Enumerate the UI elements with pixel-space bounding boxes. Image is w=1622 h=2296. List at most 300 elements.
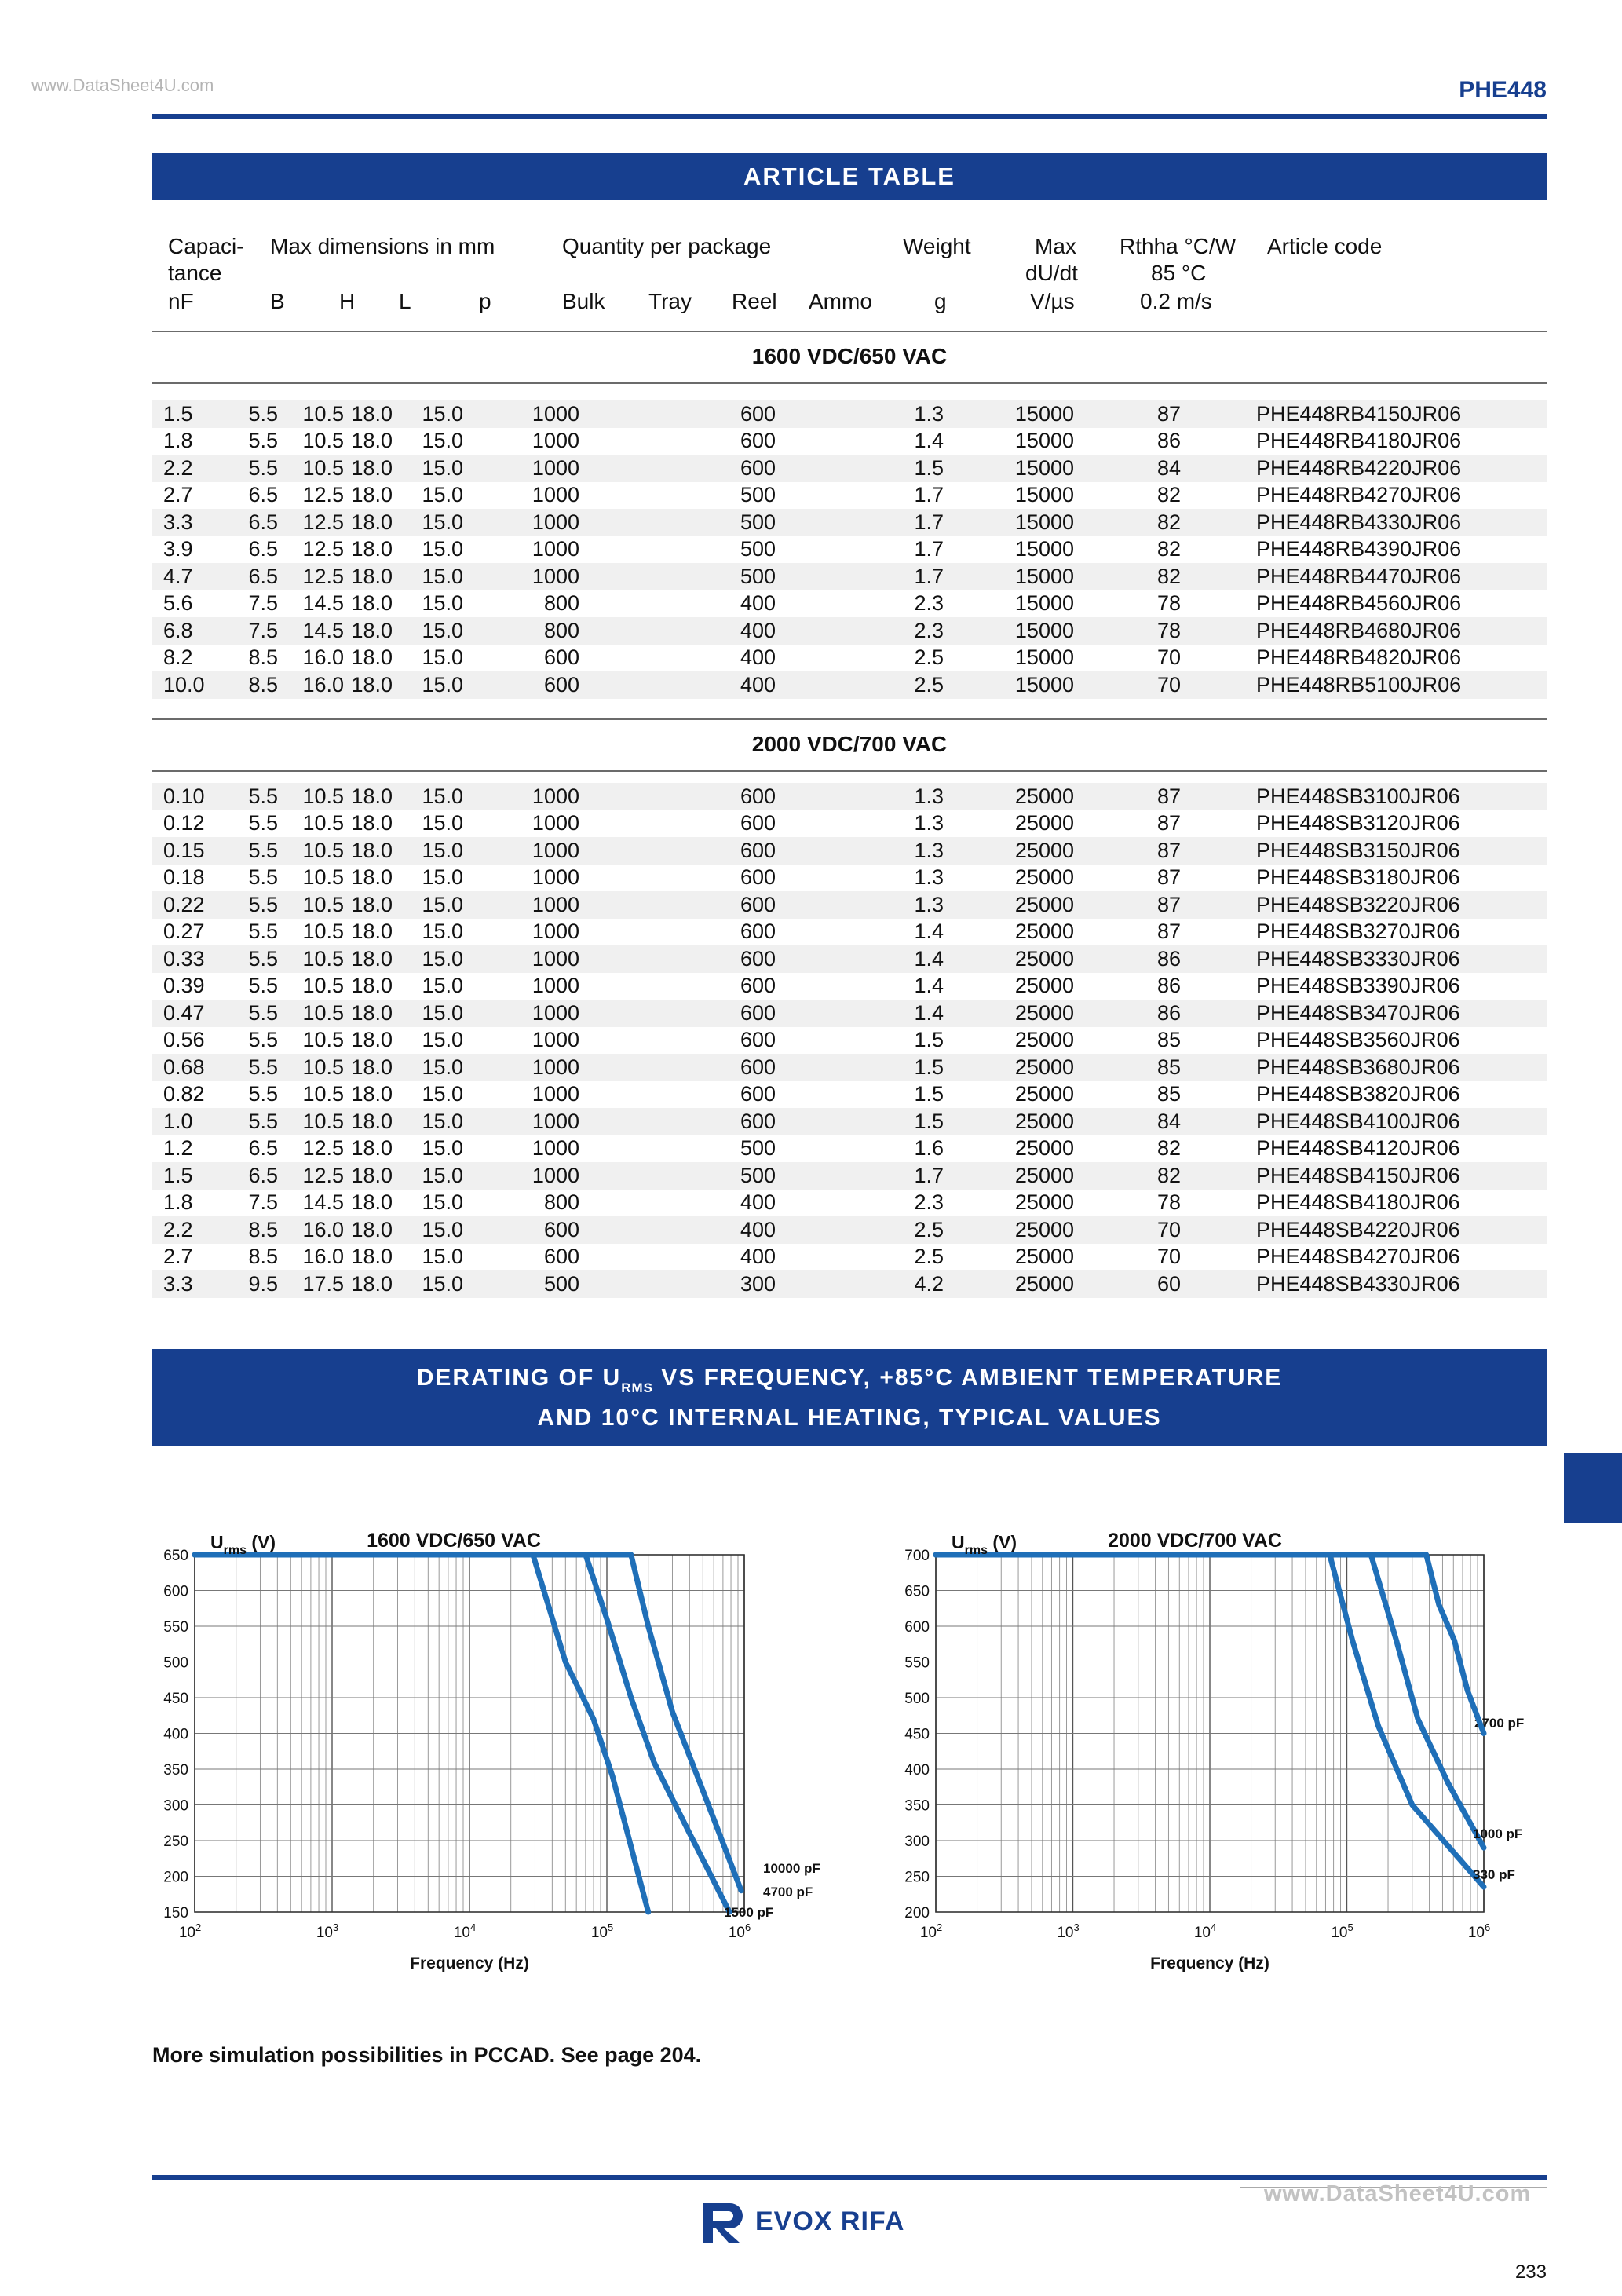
page-number: 233 <box>1514 2261 1547 2283</box>
cell-dim-b: 8.5 <box>212 1216 278 1244</box>
cell-weight: 2.5 <box>776 671 944 699</box>
cell-dudt: 25000 <box>1014 1245 1074 1269</box>
cell-article-code: PHE448SB4220JR06 <box>1181 1216 1547 1244</box>
cell-bulk: 500 <box>463 1270 579 1298</box>
cell-rthha: 87 <box>1156 811 1181 835</box>
cell-dim-p: 15.0 <box>393 671 463 699</box>
hdr-quantity: Quantity per package <box>562 234 772 258</box>
cell-dim-h: 10.5 <box>302 811 344 835</box>
cell-bulk: 1000 <box>463 891 579 919</box>
cell-article-code: PHE448SB4150JR06 <box>1181 1162 1547 1190</box>
cell-dudt: 25000 <box>1014 1082 1074 1106</box>
cell-dim-p: 15.0 <box>422 537 463 561</box>
cell-rthha: 87 <box>1156 919 1181 944</box>
cell-dim-h: 12.5 <box>278 1162 344 1190</box>
ytick-label: 250 <box>163 1834 188 1850</box>
cell-article-code: PHE448SB3180JR06 <box>1256 865 1460 890</box>
cell-article-code: PHE448RB4180JR06 <box>1256 429 1462 453</box>
cell-dim-h: 10.5 <box>278 891 344 919</box>
cell-dim-l: 18.0 <box>344 837 393 865</box>
xtick-label: $10^2$ <box>919 1921 943 1941</box>
cell-dudt: 15000 <box>1014 483 1074 507</box>
cell-rthha: 85 <box>1156 1082 1181 1106</box>
cell-dim-l: 18.0 <box>351 811 393 835</box>
cell-dim-b: 7.5 <box>212 617 278 645</box>
table-row <box>152 1135 1547 1163</box>
cell-dim-h: 16.0 <box>302 1245 344 1269</box>
cell-reel: 600 <box>740 974 776 998</box>
cell-reel: 300 <box>579 1270 776 1298</box>
cell-reel: 600 <box>579 1054 776 1081</box>
cell-dim-b: 5.5 <box>212 455 278 482</box>
table-row <box>152 1081 1547 1109</box>
ytick-label: 700 <box>904 1548 930 1564</box>
hdr-tray: Tray <box>648 289 692 313</box>
cell-dim-b: 5.5 <box>248 1082 278 1106</box>
cell-dim-h: 10.5 <box>278 1054 344 1081</box>
cell-rthha: 82 <box>1074 1162 1181 1190</box>
cell-dim-l: 18.0 <box>344 1108 393 1135</box>
cell-bulk: 1000 <box>463 1162 579 1190</box>
cell-dim-l: 18.0 <box>344 400 393 428</box>
cell-rthha: 86 <box>1074 1000 1181 1027</box>
cell-capacitance: 0.68 <box>152 1054 212 1081</box>
cell-dudt: 25000 <box>944 783 1074 810</box>
cell-dim-b: 6.5 <box>212 1162 278 1190</box>
cell-dudt: 25000 <box>944 837 1074 865</box>
cell-article-code: PHE448SB3390JR06 <box>1256 974 1460 998</box>
table-row <box>152 1054 1547 1081</box>
cell-dim-p: 15.0 <box>393 455 463 482</box>
article-table-banner: ARTICLE TABLE <box>152 153 1547 200</box>
cell-weight: 1.6 <box>914 1136 944 1161</box>
cell-weight: 1.3 <box>776 837 944 865</box>
cell-capacitance: 1.5 <box>152 1162 212 1190</box>
cell-dim-h: 10.5 <box>278 945 344 973</box>
hdr-article-code: Article code <box>1267 234 1383 258</box>
cell-bulk: 600 <box>543 645 579 670</box>
cell-dim-h: 16.0 <box>278 1216 344 1244</box>
cell-capacitance: 3.3 <box>152 1270 212 1298</box>
cell-rthha: 70 <box>1156 645 1181 670</box>
cell-bulk: 800 <box>543 591 579 616</box>
cell-bulk: 1000 <box>532 1136 579 1161</box>
cell-dim-h: 10.5 <box>278 455 344 482</box>
cell-dudt: 25000 <box>944 1270 1074 1298</box>
xtick-label: $10^3$ <box>1057 1921 1080 1941</box>
cell-dim-b: 5.5 <box>212 837 278 865</box>
cell-bulk: 1000 <box>463 783 579 810</box>
cell-weight: 2.3 <box>776 617 944 645</box>
cell-dim-b: 5.5 <box>212 400 278 428</box>
cell-dim-l: 18.0 <box>351 591 393 616</box>
ytick-label: 200 <box>163 1869 188 1886</box>
cell-dim-l: 18.0 <box>344 509 393 536</box>
cell-bulk: 1000 <box>532 865 579 890</box>
cell-capacitance: 8.2 <box>163 645 193 670</box>
cell-dim-h: 10.5 <box>302 974 344 998</box>
table-row <box>152 671 1547 699</box>
cell-dim-p: 15.0 <box>393 1162 463 1190</box>
cell-dim-l: 18.0 <box>351 537 393 561</box>
cell-weight: 2.5 <box>776 1216 944 1244</box>
side-tab-marker <box>1564 1453 1622 1523</box>
cell-bulk: 1000 <box>532 811 579 835</box>
cell-dim-p: 15.0 <box>393 1054 463 1081</box>
cell-dim-p: 15.0 <box>422 1190 463 1215</box>
cell-dim-h: 10.5 <box>278 400 344 428</box>
watermark-bottom: www.DataSheet4U.com <box>1264 2181 1532 2206</box>
cell-dim-p: 15.0 <box>422 1082 463 1106</box>
series-label: 4700 pF <box>763 1885 813 1899</box>
xtick-label: $10^5$ <box>590 1921 614 1941</box>
ytick-label: 550 <box>904 1654 930 1672</box>
cell-bulk: 1000 <box>532 1082 579 1106</box>
cell-dudt: 15000 <box>944 509 1074 536</box>
cell-dim-b: 5.5 <box>248 974 278 998</box>
cell-weight: 1.7 <box>776 1162 944 1190</box>
ytick-label: 550 <box>163 1619 188 1636</box>
cell-dim-p: 15.0 <box>393 509 463 536</box>
cell-bulk: 1000 <box>532 919 579 944</box>
table-row <box>152 837 1547 865</box>
cell-dudt: 25000 <box>944 1108 1074 1135</box>
cell-capacitance: 0.27 <box>163 919 205 944</box>
section-title-1600: 1600 VDC/650 VAC <box>751 344 948 368</box>
xtick-label: $10^2$ <box>178 1921 202 1941</box>
cell-article-code: PHE448RB4330JR06 <box>1181 509 1547 536</box>
cell-dim-b: 7.5 <box>248 591 278 616</box>
cell-capacitance: 1.5 <box>152 400 212 428</box>
cell-reel: 600 <box>579 783 776 810</box>
cell-rthha: 86 <box>1156 429 1181 453</box>
derating-chart-2000 <box>878 1512 1569 1983</box>
cell-dim-b: 6.5 <box>212 509 278 536</box>
cell-dim-b: 5.5 <box>248 919 278 944</box>
cell-article-code: PHE448SB4270JR06 <box>1256 1245 1460 1269</box>
cell-dim-l: 18.0 <box>344 1054 393 1081</box>
ytick-label: 250 <box>904 1869 930 1886</box>
table-row <box>152 617 1547 645</box>
cell-dim-l: 18.0 <box>351 483 393 507</box>
series-label: 1000 pF <box>1473 1826 1523 1841</box>
cell-reel: 400 <box>740 591 776 616</box>
cell-reel: 600 <box>740 1082 776 1106</box>
cell-reel: 500 <box>579 509 776 536</box>
cell-article-code: PHE448SB3820JR06 <box>1256 1082 1460 1106</box>
cell-dim-b: 8.5 <box>212 671 278 699</box>
cell-dim-h: 12.5 <box>302 537 344 561</box>
cell-capacitance: 10.0 <box>152 671 212 699</box>
cell-weight: 2.5 <box>914 645 944 670</box>
cell-bulk: 1000 <box>463 455 579 482</box>
section-title-2000: 2000 VDC/700 VAC <box>751 732 948 756</box>
hdr-weight: Weight <box>903 234 971 258</box>
cell-capacitance: 0.15 <box>152 837 212 865</box>
cell-dim-h: 16.0 <box>302 645 344 670</box>
cell-dim-l: 18.0 <box>351 974 393 998</box>
document-id: PHE448 <box>1459 77 1547 103</box>
cell-reel: 400 <box>740 1190 776 1215</box>
cell-dim-p: 15.0 <box>422 483 463 507</box>
cell-reel: 400 <box>579 617 776 645</box>
table-row <box>152 783 1547 810</box>
table-row <box>152 1270 1547 1298</box>
cell-reel: 500 <box>579 1162 776 1190</box>
y-axis-label: $U_{rms}$ (V) <box>952 1532 1017 1557</box>
cell-article-code: PHE448SB3220JR06 <box>1181 891 1547 919</box>
cell-capacitance: 2.2 <box>152 1216 212 1244</box>
cell-bulk: 1000 <box>532 483 579 507</box>
cell-dim-b: 6.5 <box>248 1136 278 1161</box>
cell-capacitance: 1.8 <box>163 1190 193 1215</box>
cell-dim-b: 5.5 <box>248 865 278 890</box>
cell-dudt: 25000 <box>1014 1028 1074 1052</box>
cell-capacitance: 5.6 <box>163 591 193 616</box>
cell-dim-p: 15.0 <box>393 1108 463 1135</box>
xtick-label: $10^4$ <box>1193 1921 1217 1941</box>
cell-dim-b: 8.5 <box>248 645 278 670</box>
cell-dim-l: 18.0 <box>344 563 393 590</box>
hdr-bulk: Bulk <box>562 289 605 313</box>
series-label: 2700 pF <box>1474 1716 1525 1731</box>
cell-bulk: 1000 <box>532 429 579 453</box>
cell-dim-p: 15.0 <box>422 429 463 453</box>
hdr-rthha: Rthha °C/W <box>1120 234 1237 258</box>
cell-article-code: PHE448SB3680JR06 <box>1181 1054 1547 1081</box>
cell-article-code: PHE448SB3150JR06 <box>1181 837 1547 865</box>
cell-dudt: 25000 <box>944 1054 1074 1081</box>
cell-dim-b: 7.5 <box>248 1190 278 1215</box>
table-row <box>152 1190 1547 1217</box>
ytick-label: 400 <box>904 1762 930 1779</box>
derating-banner <box>152 1349 1547 1446</box>
cell-weight: 1.5 <box>914 1028 944 1052</box>
cell-rthha: 85 <box>1074 1054 1181 1081</box>
cell-weight: 1.4 <box>914 974 944 998</box>
cell-dim-p: 15.0 <box>422 974 463 998</box>
cell-dim-l: 18.0 <box>344 1270 393 1298</box>
hdr-rthha-2: 85 °C <box>1151 261 1207 285</box>
cell-rthha: 70 <box>1074 671 1181 699</box>
cell-dim-p: 15.0 <box>422 1245 463 1269</box>
cell-dudt: 25000 <box>1014 919 1074 944</box>
header-rule <box>152 331 1547 332</box>
cell-capacitance: 6.8 <box>152 617 212 645</box>
cell-reel: 600 <box>740 865 776 890</box>
cell-article-code: PHE448SB3470JR06 <box>1181 1000 1547 1027</box>
cell-weight: 1.3 <box>776 891 944 919</box>
cell-weight: 2.3 <box>914 591 944 616</box>
cell-reel: 600 <box>740 919 776 944</box>
cell-dim-p: 15.0 <box>393 617 463 645</box>
cell-bulk: 1000 <box>463 509 579 536</box>
ytick-label: 150 <box>163 1905 188 1921</box>
ytick-label: 600 <box>163 1583 188 1600</box>
cell-capacitance: 1.2 <box>163 1136 193 1161</box>
cell-dim-l: 18.0 <box>344 617 393 645</box>
hdr-dudt-unit: V/µs <box>1030 289 1075 313</box>
cell-capacitance: 2.2 <box>152 455 212 482</box>
table-row <box>152 1027 1547 1055</box>
hdr-dudt-2: dU/dt <box>1025 261 1078 285</box>
section-rule-2000 <box>152 770 1547 772</box>
cell-dim-b: 5.5 <box>212 1108 278 1135</box>
cell-weight: 1.4 <box>914 919 944 944</box>
cell-dim-p: 15.0 <box>422 1028 463 1052</box>
table-row <box>152 428 1547 455</box>
cell-article-code: PHE448SB3560JR06 <box>1256 1028 1460 1052</box>
ytick-label: 500 <box>163 1654 188 1672</box>
cell-dim-b: 9.5 <box>212 1270 278 1298</box>
cell-dim-h: 16.0 <box>278 671 344 699</box>
cell-dim-h: 10.5 <box>278 783 344 810</box>
cell-capacitance: 1.0 <box>152 1108 212 1135</box>
cell-dim-p: 15.0 <box>422 1136 463 1161</box>
cell-rthha: 87 <box>1074 400 1181 428</box>
cell-dim-h: 10.5 <box>302 1028 344 1052</box>
cell-article-code: PHE448RB4680JR06 <box>1181 617 1547 645</box>
cell-rthha: 82 <box>1074 563 1181 590</box>
cell-rthha: 87 <box>1074 891 1181 919</box>
cell-dudt: 15000 <box>944 671 1074 699</box>
ytick-label: 600 <box>904 1619 930 1636</box>
hdr-L: L <box>399 289 411 313</box>
cell-reel: 600 <box>579 891 776 919</box>
cell-dim-b: 5.5 <box>212 1054 278 1081</box>
section-rule-1600 <box>152 382 1547 384</box>
cell-dim-p: 15.0 <box>393 1000 463 1027</box>
cell-dim-p: 15.0 <box>422 645 463 670</box>
cell-article-code: PHE448SB4100JR06 <box>1181 1108 1547 1135</box>
table-1600vdc <box>152 400 1547 699</box>
cell-dim-h: 10.5 <box>302 919 344 944</box>
cell-reel: 500 <box>740 1136 776 1161</box>
cell-bulk: 1000 <box>532 974 579 998</box>
cell-bulk: 1000 <box>532 1028 579 1052</box>
table-row <box>152 509 1547 536</box>
cell-weight: 1.3 <box>776 783 944 810</box>
cell-dudt: 25000 <box>944 1162 1074 1190</box>
cell-article-code: PHE448SB4180JR06 <box>1256 1190 1460 1215</box>
cell-dim-p: 15.0 <box>422 919 463 944</box>
cell-dim-l: 18.0 <box>351 429 393 453</box>
cell-capacitance: 0.33 <box>152 945 212 973</box>
cell-weight: 1.7 <box>914 483 944 507</box>
cell-weight: 1.5 <box>776 1054 944 1081</box>
cell-dim-b: 5.5 <box>248 811 278 835</box>
cell-dim-l: 18.0 <box>344 891 393 919</box>
table-row <box>152 482 1547 510</box>
cell-bulk: 1000 <box>463 563 579 590</box>
evox-rifa-logo-icon <box>700 2199 749 2247</box>
cell-bulk: 600 <box>463 671 579 699</box>
cell-reel: 400 <box>740 645 776 670</box>
chart-title: 1600 VDC/650 VAC <box>367 1530 541 1552</box>
cell-dim-l: 18.0 <box>344 455 393 482</box>
chart-title: 2000 VDC/700 VAC <box>1108 1530 1282 1552</box>
ytick-label: 450 <box>904 1726 930 1743</box>
ytick-label: 500 <box>904 1691 930 1707</box>
hdr-H: H <box>339 289 356 313</box>
cell-dim-p: 15.0 <box>422 811 463 835</box>
cell-capacitance: 4.7 <box>152 563 212 590</box>
cell-dim-b: 6.5 <box>248 483 278 507</box>
cell-article-code: PHE448RB4150JR06 <box>1181 400 1547 428</box>
cell-weight: 2.5 <box>914 1245 944 1269</box>
cell-reel: 600 <box>579 455 776 482</box>
cell-dim-h: 12.5 <box>302 483 344 507</box>
cell-dim-h: 10.5 <box>302 1082 344 1106</box>
ytick-label: 200 <box>904 1905 930 1921</box>
derating-chart-1600 <box>141 1512 832 1983</box>
derating-banner-line2: AND 10°C INTERNAL HEATING, TYPICAL VALUES <box>537 1404 1162 1431</box>
cell-dim-l: 18.0 <box>344 783 393 810</box>
cell-dim-l: 18.0 <box>351 919 393 944</box>
cell-rthha: 70 <box>1156 1245 1181 1269</box>
cell-dim-h: 14.5 <box>302 1190 344 1215</box>
cell-weight: 1.3 <box>776 400 944 428</box>
cell-reel: 600 <box>740 429 776 453</box>
cell-article-code: PHE448RB4820JR06 <box>1256 645 1462 670</box>
cell-dudt: 25000 <box>1014 1136 1074 1161</box>
cell-capacitance: 0.47 <box>152 1000 212 1027</box>
xtick-label: $10^6$ <box>728 1921 751 1941</box>
cell-dim-h: 12.5 <box>278 563 344 590</box>
ytick-label: 300 <box>163 1797 188 1815</box>
watermark-top: www.DataSheet4U.com <box>31 75 214 95</box>
cell-weight: 1.3 <box>914 865 944 890</box>
cell-reel: 600 <box>740 811 776 835</box>
cell-dim-p: 15.0 <box>393 837 463 865</box>
cell-weight: 1.3 <box>914 811 944 835</box>
cell-dim-p: 15.0 <box>393 945 463 973</box>
footnote: More simulation possibilities in PCCAD. See page 204. <box>152 2043 702 2067</box>
table-row <box>152 1108 1547 1135</box>
cell-dim-p: 15.0 <box>393 563 463 590</box>
cell-dim-l: 18.0 <box>344 671 393 699</box>
cell-bulk: 1000 <box>463 1108 579 1135</box>
cell-dudt: 15000 <box>944 563 1074 590</box>
cell-dim-h: 14.5 <box>302 591 344 616</box>
table-row <box>152 810 1547 838</box>
cell-rthha: 87 <box>1156 865 1181 890</box>
cell-capacitance: 0.10 <box>152 783 212 810</box>
xtick-label: $10^5$ <box>1331 1921 1353 1941</box>
cell-dim-l: 18.0 <box>344 1162 393 1190</box>
cell-dim-p: 15.0 <box>393 1270 463 1298</box>
cell-bulk: 1000 <box>463 1000 579 1027</box>
hdr-max-dimensions: Max dimensions in mm <box>270 234 495 258</box>
ytick-label: 350 <box>163 1762 188 1779</box>
cell-dim-l: 18.0 <box>344 1000 393 1027</box>
cell-article-code: PHE448SB3120JR06 <box>1256 811 1460 835</box>
cell-dim-h: 17.5 <box>278 1270 344 1298</box>
table-row <box>152 945 1547 973</box>
table-row <box>152 536 1547 564</box>
cell-dim-h: 10.5 <box>302 429 344 453</box>
ytick-label: 650 <box>163 1548 188 1564</box>
cell-bulk: 1000 <box>463 837 579 865</box>
cell-rthha: 86 <box>1074 945 1181 973</box>
cell-reel: 500 <box>579 563 776 590</box>
cell-dim-b: 6.5 <box>248 537 278 561</box>
cell-article-code: PHE448RB4470JR06 <box>1181 563 1547 590</box>
series-label: 330 pF <box>1473 1867 1515 1882</box>
cell-weight: 4.2 <box>776 1270 944 1298</box>
cell-dudt: 25000 <box>944 891 1074 919</box>
cell-dim-h: 10.5 <box>278 837 344 865</box>
